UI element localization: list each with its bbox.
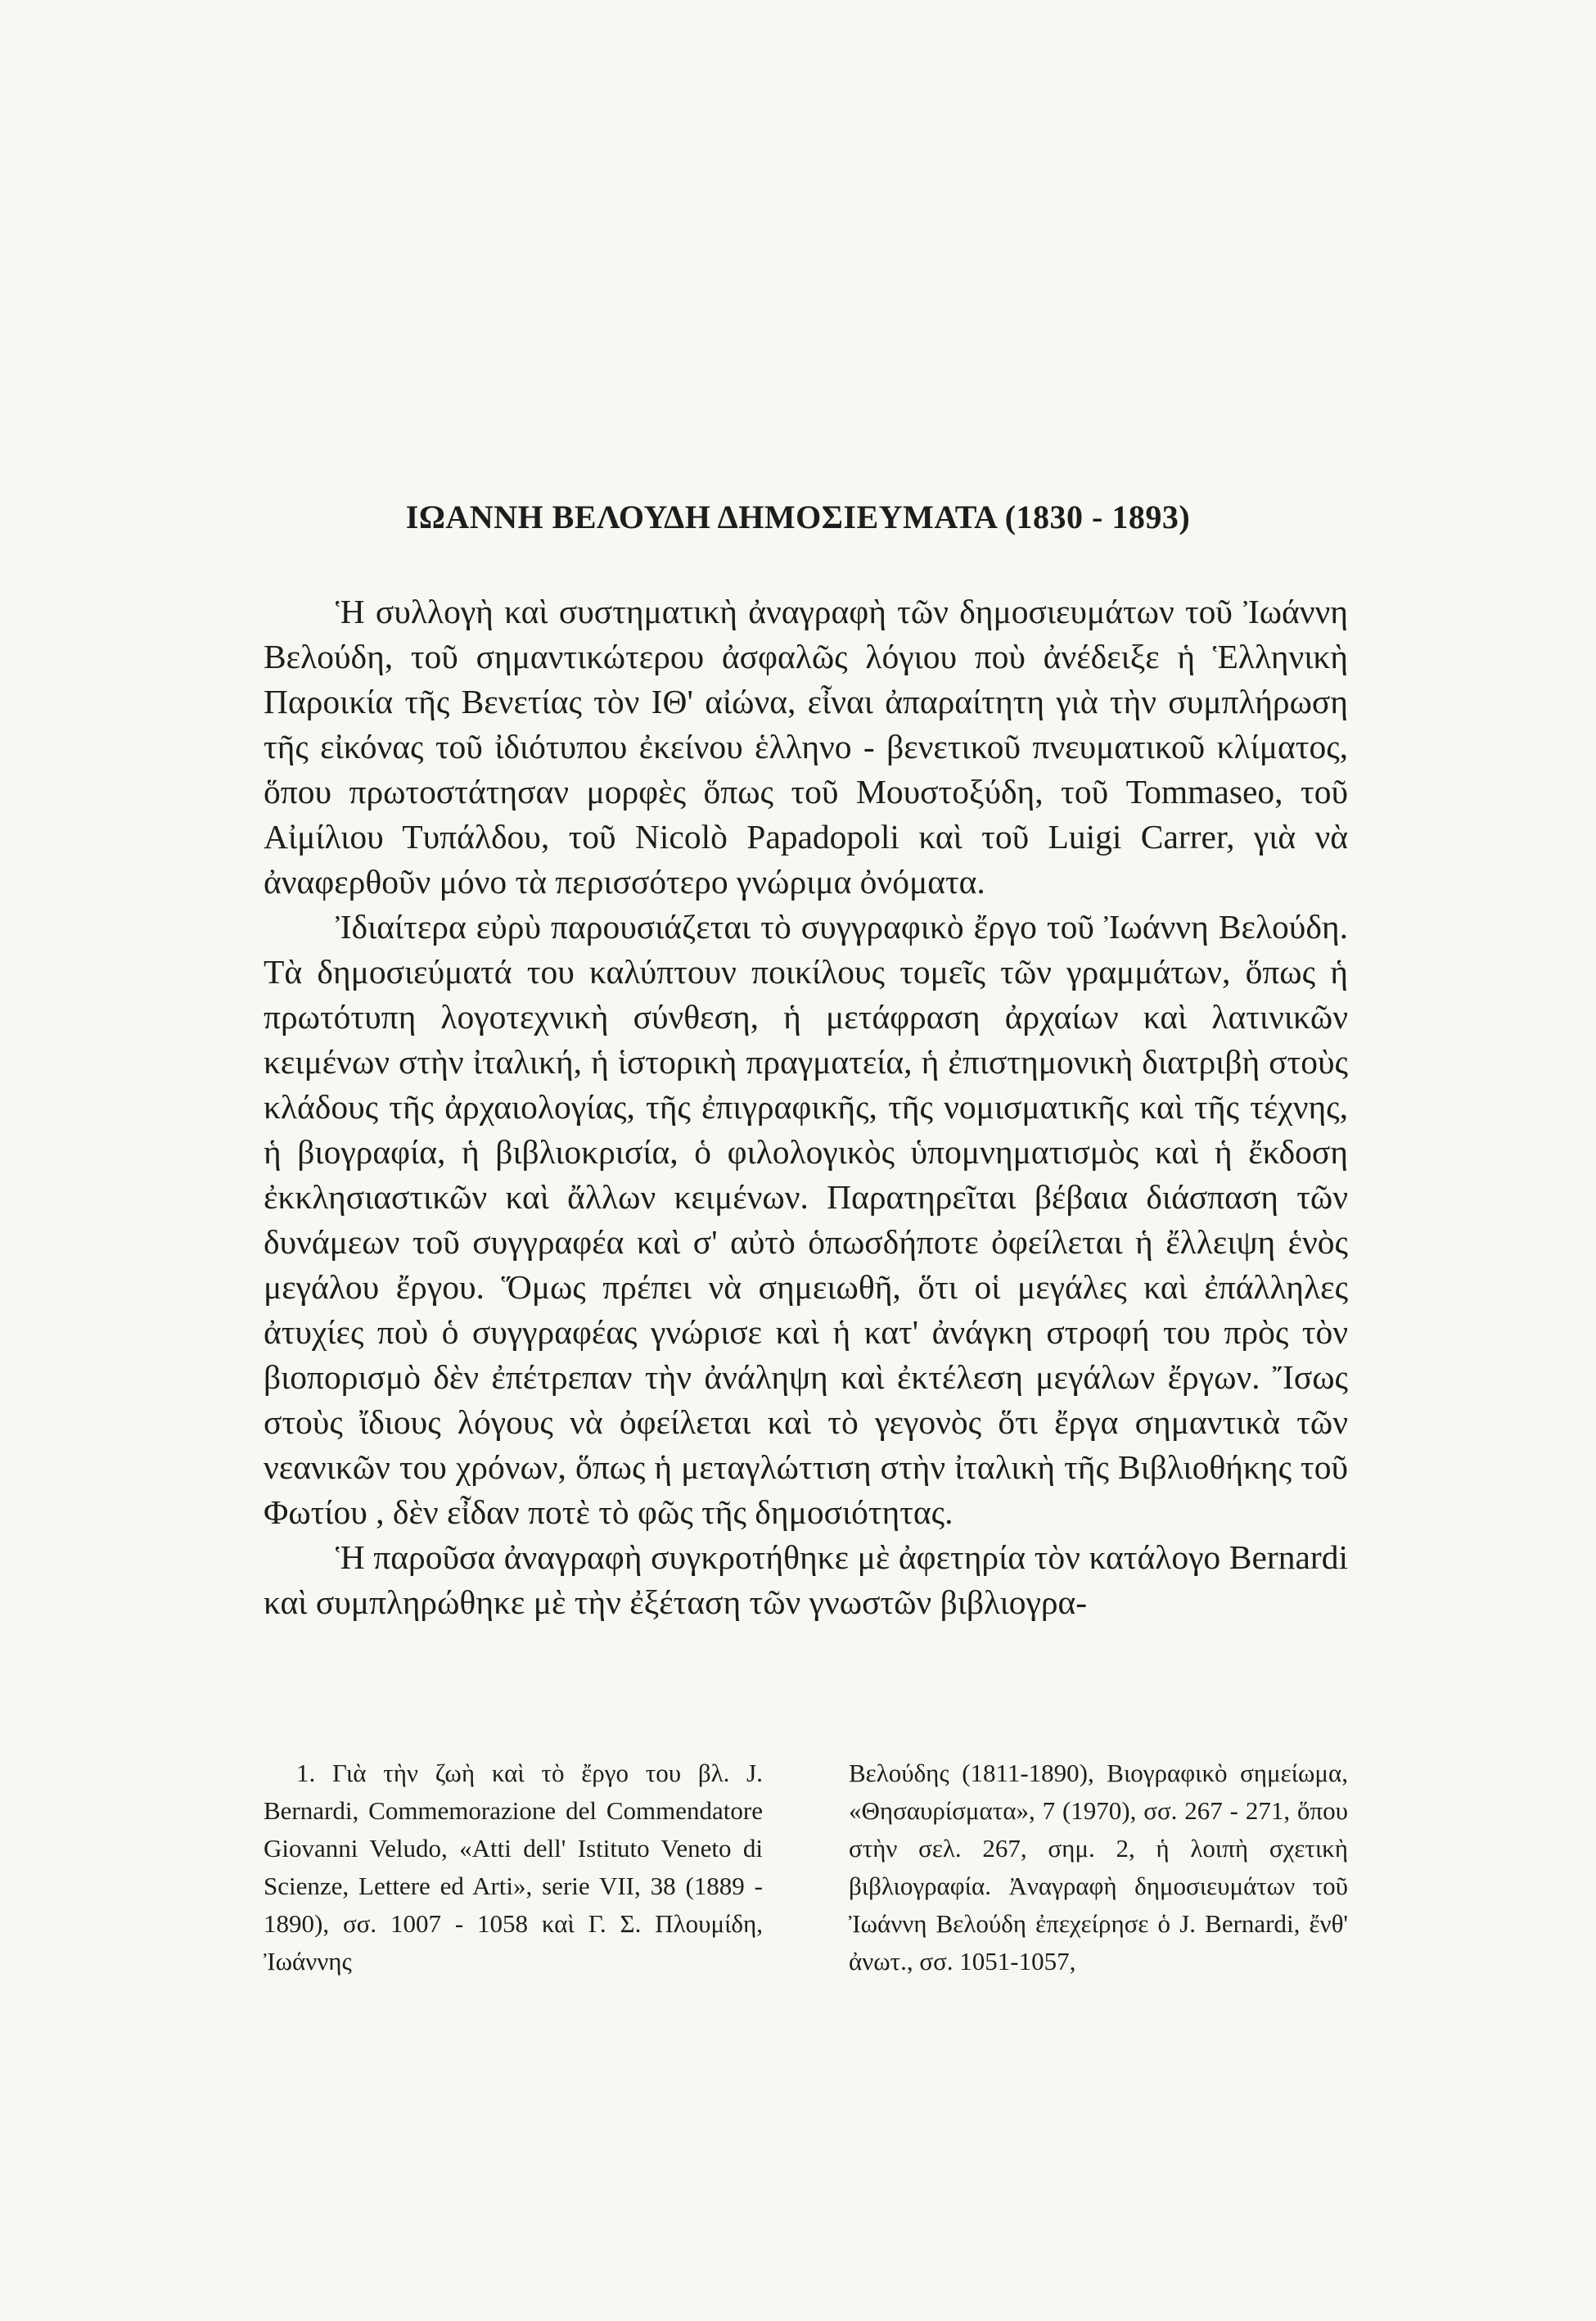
- body-text: [264, 589, 1348, 1625]
- page-title: ΙΩΑΝΝΗ ΒΕΛΟΥΔΗ ΔΗΜΟΣΙΕΥΜΑΤΑ (1830 - 1893): [405, 499, 1191, 535]
- paragraph-1: Ἡ συλλογὴ καὶ συστηματικὴ ἀναγραφὴ τῶν δημοσιευμάτων τοῦ Ἰωάννη Βελούδη, τοῦ σημαντικώτερου ἀσφαλῶς λόγιου ποὺ ἀνέδειξε ἡ Ἑλληνικὴ Παροικία τῆς Βενετίας τὸν ΙΘ' αἰώνα, εἶναι ἀπαραίτητη γιὰ τὴν συμπλήρωση τῆς εἰκόνας τοῦ ἰδιότυπου ἐκείνου ἑλληνο - βενετικοῦ πνευματικοῦ κλίματος, ὅπου πρωτοστάτησαν μορφὲς ὅπως τοῦ Μουστοξύδη, τοῦ Tommaseo, τοῦ Αἰμίλιου Τυπάλδου, τοῦ Nicolò Papadopoli καὶ τοῦ Luigi Carrer, γιὰ νὰ ἀναφερθοῦν μόνο τὰ περισσότερο γνώριμα ὀνόματα.: [264, 593, 1348, 901]
- footnote-right-column: Βελούδης (1811-1890), Βιογραφικὸ σημείωμα, «Θησαυρίσματα», 7 (1970), σσ. 267 - 271, ὅπου στὴν σελ. 267, σημ. 2, ἡ λοιπὴ σχετικὴ βιβλιογραφία. Ἀναγραφὴ δημοσιευμάτων τοῦ Ἰωάννη Βελούδη ἐπεχείρησε ὁ J. Bernardi, ἔνθ' ἀνωτ., σσ. 1051-1057,: [849, 1759, 1348, 1976]
- footnote-left-column: 1. Γιὰ τὴν ζωὴ καὶ τὸ ἔργο του βλ. J. Bernardi, Commemorazione del Commendatore Giovanni Veludo, «Atti dell' Istituto Veneto di Scienze, Lettere ed Arti», serie VII, 38 (1889 - 1890), σσ. 1007 - 1058 καὶ Γ. Σ. Πλουμίδη, Ἰωάννης: [264, 1759, 763, 1976]
- footnotes: [264, 1754, 1348, 1980]
- paragraph-2: Ἰδιαίτερα εὐρὺ παρουσιάζεται τὸ συγγραφικὸ ἔργο τοῦ Ἰωάννη Βελούδη. Τὰ δημοσιεύματά του καλύπτουν ποικίλους τομεῖς τῶν γραμμάτων, ὅπως ἡ πρωτότυπη λογοτεχνικὴ σύνθεση, ἡ μετάφραση ἀρχαίων καὶ λατινικῶν κειμένων στὴν ἰταλική, ἡ ἱστορικὴ πραγματεία, ἡ ἐπιστημονικὴ διατριβὴ στοὺς κλάδους τῆς ἀρχαιολογίας, τῆς ἐπιγραφικῆς, τῆς νομισματικῆς καὶ τῆς τέχνης, ἡ βιογραφία, ἡ βιβλιοκρισία, ὁ φιλολογικὸς ὑπομνηματισμὸς καὶ ἡ ἔκδοση ἐκκλησιαστικῶν καὶ ἄλλων κειμένων. Παρατηρεῖται βέβαια διάσπαση τῶν δυνάμεων τοῦ συγγραφέα καὶ σ' αὐτὸ ὁπωσδήποτε ὀφείλεται ἡ ἔλλειψη ἑνὸς μεγάλου ἔργου. Ὅμως πρέπει νὰ σημειωθῆ, ὅτι οἱ μεγάλες καὶ ἐπάλληλες ἀτυχίες ποὺ ὁ συγγραφέας γνώρισε καὶ ἡ κατ' ἀνάγκη στροφή του πρὸς τὸν βιοπορισμὸ δὲν ἐπέτρεπαν τὴν ἀνάληψη καὶ ἐκτέλεση μεγάλων ἔργων. Ἴσως στοὺς ἴδιους λόγους νὰ ὀφείλεται καὶ τὸ γεγονὸς ὅτι ἔργα σημαντικὰ τῶν νεανικῶν του χρόνων, ὅπως ἡ μεταγλώττιση στὴν ἰταλικὴ τῆς Βιβλιοθήκης τοῦ Φωτίου , δὲν εἶδαν ποτὲ τὸ φῶς τῆς δημοσιότητας.: [264, 908, 1348, 1531]
- paragraph-3: Ἡ παροῦσα ἀναγραφὴ συγκροτήθηκε μὲ ἀφετηρία τὸν κατάλογο Bernardi καὶ συμπληρώθηκε μὲ τὴν ἐξέταση τῶν γνωστῶν βιβλιογρα-: [264, 1538, 1348, 1621]
